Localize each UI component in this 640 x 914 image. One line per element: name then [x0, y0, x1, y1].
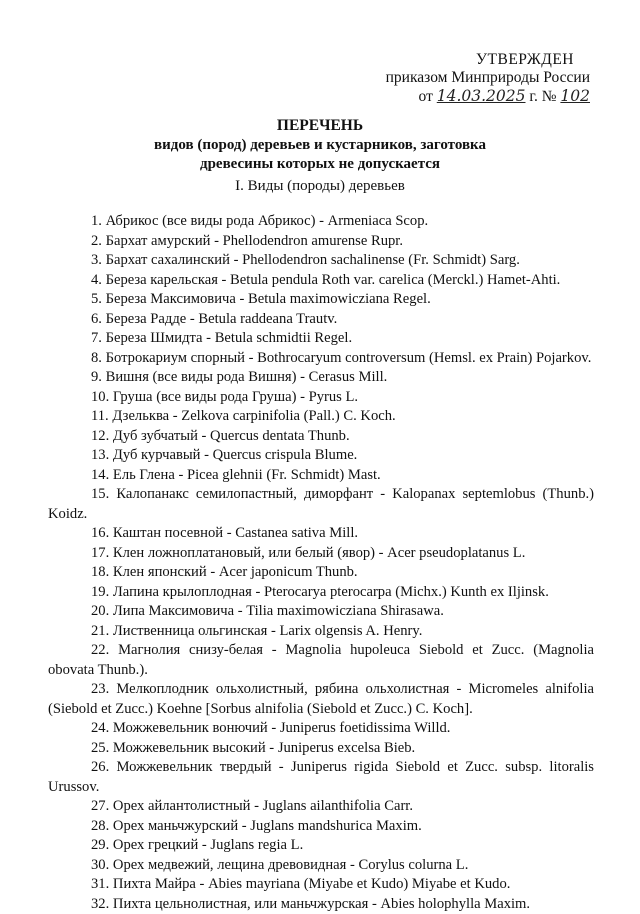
list-item [48, 602, 594, 622]
document-subtitle-line-1: видов (пород) деревьев и кустарников, заготовка [0, 136, 640, 155]
list-item-text: Дзельква - Zelkova carpinifolia (Pall.) C. Koch. [112, 408, 395, 424]
list-item-number: 32. [91, 896, 109, 912]
list-item-number: 26. [91, 759, 109, 775]
list-item [48, 797, 594, 817]
list-item-text: Лиственница ольгинская - Larix olgensis A. Henry. [113, 623, 423, 639]
approval-order-line: приказом Минприроды России [386, 68, 590, 88]
list-item-number: 1. [91, 213, 102, 229]
list-item-number: 2. [91, 233, 102, 249]
list-item-text: Береза Радде - Betula raddeana Trautv. [106, 311, 338, 327]
list-item-text: Пихта Майра - Abies mayriana (Miyabe et Kudo) Miyabe et Kudo. [113, 876, 511, 892]
number-label: г. № [529, 88, 556, 105]
list-item-number: 31. [91, 876, 109, 892]
list-item-number: 23. [91, 681, 109, 697]
document-title-block [0, 112, 640, 174]
list-item-text: Ботрокариум спорный - Bothrocaryum controversum (Hemsl. ex Prain) Pojarkov. [106, 350, 592, 366]
list-item [48, 427, 594, 447]
list-item-text: Вишня (все виды рода Вишня) - Cerasus Mill. [106, 369, 388, 385]
list-item [48, 875, 594, 895]
list-item [48, 563, 594, 583]
list-item-number: 29. [91, 837, 109, 853]
list-item-text: Клен ложноплатановый, или белый (явор) - Acer pseudoplatanus L. [113, 545, 525, 561]
list-item-number: 17. [91, 545, 109, 561]
list-item-text: Орех айлантолистный - Juglans ailanthifolia Carr. [113, 798, 413, 814]
list-item [48, 641, 594, 680]
list-item-number: 22. [91, 642, 109, 658]
list-item-number: 4. [91, 272, 102, 288]
section-heading: I. Виды (породы) деревьев [0, 178, 640, 195]
list-item [48, 466, 594, 486]
list-item [48, 622, 594, 642]
list-item [48, 719, 594, 739]
list-item [48, 407, 594, 427]
list-item-number: 7. [91, 330, 102, 346]
list-item-text: Калопанакс семилопастный, диморфант - Kalopanax septemlobus (Thunb.) Koidz. [48, 486, 594, 522]
list-item-number: 6. [91, 311, 102, 327]
handwritten-number: 102 [560, 87, 590, 105]
list-item [48, 485, 594, 524]
list-item-text: Орех грецкий - Juglans regia L. [113, 837, 303, 853]
list-item-text: Дуб курчавый - Quercus crispula Blume. [113, 447, 357, 463]
list-item [48, 271, 594, 291]
list-item-number: 21. [91, 623, 109, 639]
species-list [48, 212, 594, 914]
list-item-number: 10. [91, 389, 109, 405]
from-label: от [419, 88, 433, 105]
list-item-text: Орех медвежий, лещина древовидная - Corylus colurna L. [113, 857, 468, 873]
list-item-text: Береза карельская - Betula pendula Roth var. carelica (Merckl.) Hamet-Ahti. [106, 272, 561, 288]
list-item [48, 349, 594, 369]
list-item-text: Береза Максимовича - Betula maximowicziana Regel. [106, 291, 431, 307]
list-item [48, 680, 594, 719]
list-item-text: Орех маньчжурский - Juglans mandshurica Maxim. [113, 818, 422, 834]
list-item-number: 14. [91, 467, 109, 483]
list-item-text: Лапина крылоплодная - Pterocarya pterocarpa (Michx.) Kunth ex Iljinsk. [113, 584, 549, 600]
list-item-text: Абрикос (все виды рода Абрикос) - Armeniaca Scop. [106, 213, 429, 229]
list-item [48, 524, 594, 544]
list-item-text: Можжевельник высокий - Juniperus excelsa Bieb. [113, 740, 415, 756]
list-item [48, 290, 594, 310]
list-item [48, 583, 594, 603]
list-item-text: Береза Шмидта - Betula schmidtii Regel. [106, 330, 352, 346]
list-item-text: Ель Глена - Picea glehnii (Fr. Schmidt) Mast. [113, 467, 381, 483]
list-item [48, 212, 594, 232]
list-item [48, 388, 594, 408]
list-item [48, 310, 594, 330]
list-item-number: 5. [91, 291, 102, 307]
list-item [48, 856, 594, 876]
list-item-text: Груша (все виды рода Груша) - Pyrus L. [113, 389, 358, 405]
list-item-text: Каштан посевной - Castanea sativa Mill. [113, 525, 358, 541]
list-item-number: 16. [91, 525, 109, 541]
list-item [48, 758, 594, 797]
list-item [48, 446, 594, 466]
list-item-number: 18. [91, 564, 109, 580]
list-item-number: 9. [91, 369, 102, 385]
list-item [48, 836, 594, 856]
list-item-text: Клен японский - Acer japonicum Thunb. [113, 564, 358, 580]
document-subtitle-line-2: древесины которых не допускается [0, 155, 640, 174]
list-item-number: 28. [91, 818, 109, 834]
approval-date-line [419, 86, 590, 107]
list-item-text: Можжевельник твердый - Juniperus rigida Siebold et Zucc. subsp. litoralis Urussov. [48, 759, 594, 795]
handwritten-date: 14.03.2025 [437, 87, 526, 105]
list-item [48, 232, 594, 252]
list-item-text: Бархат сахалинский - Phellodendron sachalinense (Fr. Schmidt) Sarg. [106, 252, 520, 268]
list-item [48, 895, 594, 914]
list-item [48, 251, 594, 271]
list-item-number: 20. [91, 603, 109, 619]
list-item-number: 15. [91, 486, 109, 502]
list-item-text: Можжевельник вонючий - Juniperus foetidissima Willd. [113, 720, 451, 736]
list-item-number: 25. [91, 740, 109, 756]
list-item [48, 817, 594, 837]
approval-stamp-title: УТВЕРЖДЕН [476, 50, 574, 70]
list-item-text: Магнолия снизу-белая - Magnolia hupoleuca Siebold et Zucc. (Magnolia obovata Thunb.). [48, 642, 594, 678]
list-item-text: Мелкоплодник ольхолистный, рябина ольхолистная - Micromeles alnifolia (Siebold et Zucc.) Koehne [Sorbus alnifolia (Siebold et Zucc.) C. Koch]. [48, 681, 594, 717]
list-item-text: Дуб зубчатый - Quercus dentata Thunb. [113, 428, 350, 444]
list-item [48, 544, 594, 564]
list-item-text: Пихта цельнолистная, или маньчжурская - Abies holophylla Maxim. [113, 896, 530, 912]
list-item-number: 27. [91, 798, 109, 814]
list-item [48, 329, 594, 349]
list-item [48, 739, 594, 759]
list-item-number: 24. [91, 720, 109, 736]
list-item-text: Липа Максимовича - Tilia maximowicziana Shirasawa. [113, 603, 444, 619]
list-item-text: Бархат амурский - Phellodendron amurense Rupr. [106, 233, 403, 249]
list-item-number: 12. [91, 428, 109, 444]
list-item-number: 8. [91, 350, 102, 366]
document-title: ПЕРЕЧЕНЬ [0, 116, 640, 136]
list-item [48, 368, 594, 388]
list-item-number: 3. [91, 252, 102, 268]
list-item-number: 19. [91, 584, 109, 600]
list-item-number: 30. [91, 857, 109, 873]
list-item-number: 11. [91, 408, 109, 424]
list-item-number: 13. [91, 447, 109, 463]
